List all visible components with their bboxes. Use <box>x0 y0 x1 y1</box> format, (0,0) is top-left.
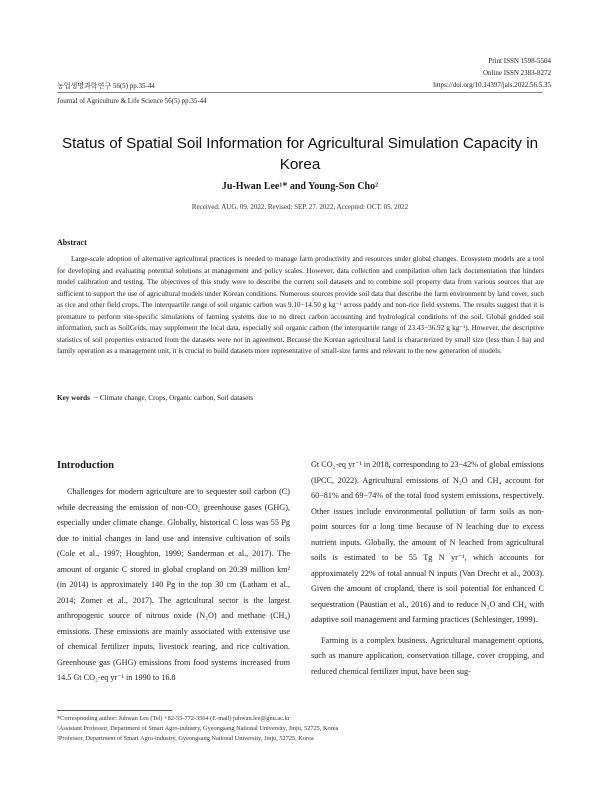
paper-title: Status of Spatial Soil Information for Agricultural Simulation Capacity in Korea <box>61 135 539 173</box>
introduction-heading: Introduction <box>57 460 114 471</box>
doi-link[interactable]: https://doi.org/10.14397/jals.2022.56.5.35 <box>433 81 551 89</box>
footnote-rule <box>57 710 172 711</box>
footnotes <box>57 714 543 744</box>
keywords-text: − Climate change, Crops, Organic carbon, Soil datasets <box>93 394 254 402</box>
abstract-text: Large-scale adoption of alternative agricultural practices is needed to manage farm productivity and resources under global changes. Ecosystem models are a tool for developing and evaluating potential solutions at management and policy scales. However, data collection and compilation often lack documentation that hinders model calibration and testing. The objectives of this study were to describe the current soil datasets and to combine soil property data from various sources that are sufficient to support the use of agricultural models under Korean conditions. Numerous sources provide soil data that describe the farm environment by land cover, such as rice and other field crops. The interquartile range of soil organic carbon was 9.10−14.50 g kg⁻¹ across paddy and non-rice field systems. The results suggest that it is premature to perform site-specific simulations of farming systems due to no direct carbon accounting and hydrological conditions of the soil. Global gridded soil information, such as SoilGrids, may supplement the local data, especially soil organic carbon (the interquartile range of 23.43−36.92 g kg⁻¹). However, the descriptive statistics of soil properties extracted from the datasets were not in agreement. Because the Korean agricultural land is characterized by small size (less than 1 ha) and family operation as a management unit, it is crucial to build datasets more representative of small-size farms and relevant to the new generation of models. <box>57 255 544 355</box>
footnote-1: ¹Assistant Professor, Department of Smart Agro-industry, Gyeongsang National University, Jinju, 52725, Korea <box>57 725 339 732</box>
abstract-heading: Abstract <box>57 238 87 247</box>
left-column <box>57 484 290 686</box>
received-dates: Received: AUG. 09. 2022, Revised: SEP. 27. 2022, Accepted: OCT. 05. 2022 <box>191 203 409 211</box>
intro-paragraph-3: Farming is a complex business. Agricultural management options, such as manure application, conservation tillage, cover cropping, and reduced chemical fertilizer input, have been sug- <box>311 635 544 676</box>
footnote-2: ²Professor, Department of Smart Agro-industry, Gyeongsang National University, Jinju, 52725, Korea <box>57 735 314 742</box>
intro-paragraph-2: Gt CO₂-eq yr⁻¹ in 2018, corresponding to 23−42% of global emissions (IPCC, 2022). Agricultural emissions of N₂O and CH₄ account for 60−81% and 69−74% of the total food system emissions, respectively. Other issues include environmental pollution of farm soils as non-point sources for a long time because of N leaching due to excess nutrient inputs. Globally, the amount of N leached from agricultural soils is estimated to be 55 Tg N yr⁻¹, which accounts for approximately 22% of total annual N inputs (Van Drecht et al., 2003). Given the amount of cropland, there is soil potential for enhanced C sequestration (Paustian et al., 2016) and to reduce N₂O and CH₄ with adaptive soil management and farming practices (Schlesinger, 1999). <box>311 460 544 624</box>
issn-online: Online ISSN 2383-8272 <box>482 69 551 77</box>
footnote-corresponding: *Corresponding author: Juhwan Lee (Tel) +82-55-772-3564 (E-mail) juhwan.lee@gnu.ac.kr <box>57 715 290 722</box>
intro-paragraph-1: Challenges for modern agriculture are to sequester soil carbon (C) while decreasing the emission of non-CO₂ greenhouse gases (GHG), especially under climate change. Globally, historical C loss was 55 Pg due to initial changes in land use and intensive cultivation of soils (Cole et al., 1997; Houghton, 1999; Sanderman et al., 2017). The amount of organic C stored in global cropland on 20.39 million km² (in 2014) is approximately 140 Pg in the top 30 cm (Latham et al., 2014; Zomer et al., 2017). The agricultural sector is the largest anthropogenic source of nitrous oxide (N₂O) and methane (CH₄) emissions. These emissions are mainly associated with extensive use of chemical fertilizer inputs, livestock rearing, and rice cultivation. Greenhouse gas (GHG) emissions from food systems increased from 14.5 Gt CO₂-eq yr⁻¹ in 1990 to 16.8 <box>57 487 290 682</box>
journal-english: Journal of Agriculture & Life Science 56(5) pp.35-44 <box>57 97 207 105</box>
keywords <box>57 394 544 402</box>
authors: Ju-Hwan Lee¹* and Young-Son Cho² <box>221 181 379 192</box>
issn-print: Print ISSN 1598-5504 <box>488 57 551 65</box>
header-rule <box>57 92 543 93</box>
right-column <box>311 457 544 679</box>
keywords-label: Key words <box>57 394 90 402</box>
journal-korean: 농업생명과학연구 56(5) pp.35-44 <box>57 82 155 90</box>
